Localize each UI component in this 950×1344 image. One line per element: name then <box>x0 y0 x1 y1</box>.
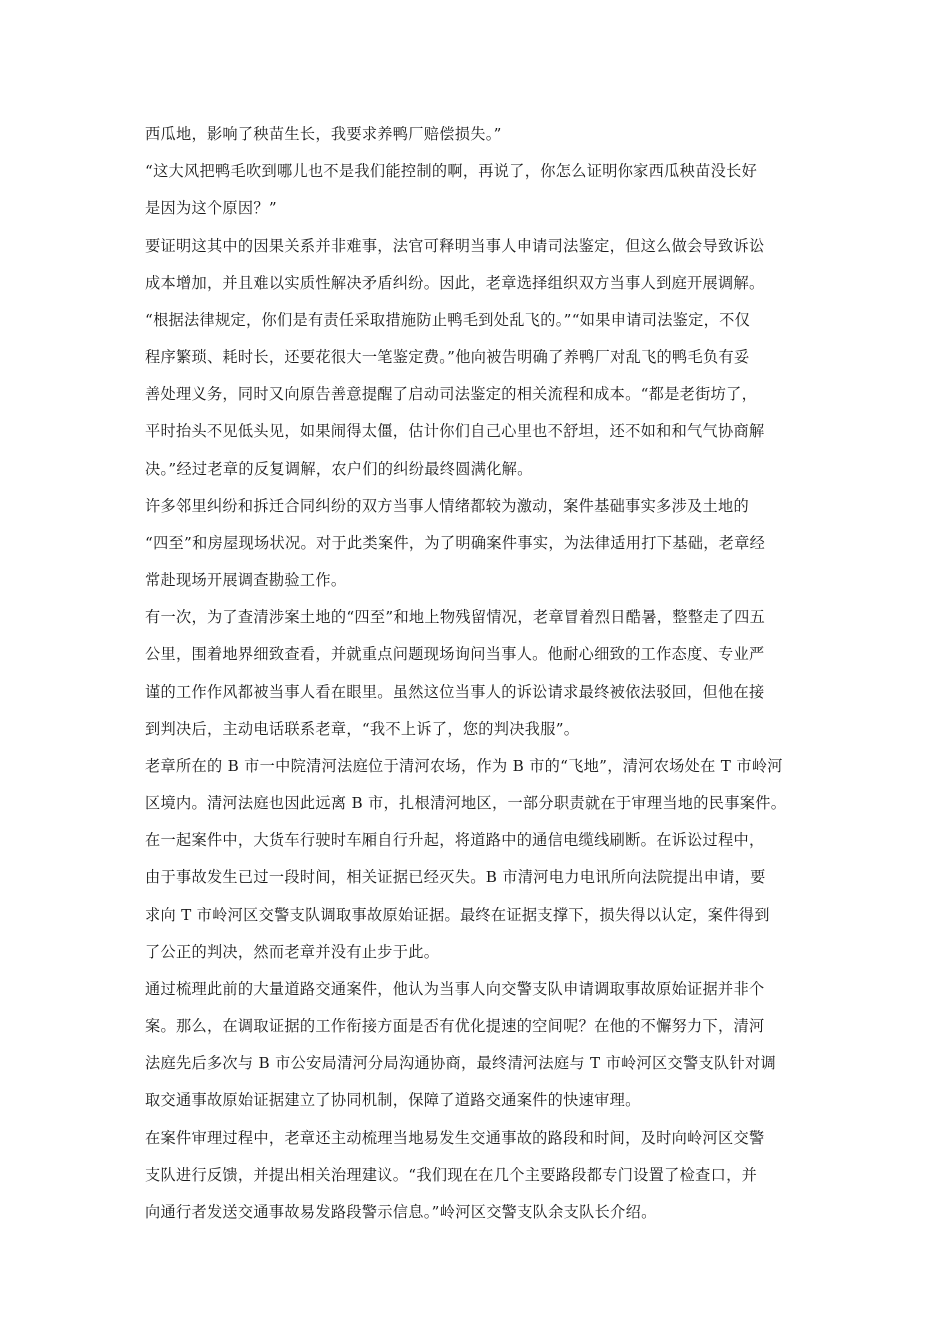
text-line: 程序繁琐、耗时长，还要花很大一笔鉴定费。”他向被告明确了养鸭厂对乱飞的鸭毛负有妥 <box>145 348 750 367</box>
text-line: “这大风把鸭毛吹到哪儿也不是我们能控制的啊，再说了，你怎么证明你家西瓜秧苗没长好 <box>145 162 758 181</box>
text-line: 许多邻里纠纷和拆迁合同纠纷的双方当事人情绪都较为激动，案件基础事实多涉及土地的 <box>145 496 750 515</box>
text-line: 平时抬头不见低头见，如果闹得太僵，估计你们自己心里也不舒坦，还不如和和气气协商解 <box>145 422 765 441</box>
text-line: “根据法律规定，你们是有责任采取措施防止鸭毛到处乱飞的。”“如果申请司法鉴定，不仅 <box>145 310 751 329</box>
text-line: 公里，围着地界细致查看，并就重点问题现场询问当事人。他耐心细致的工作态度、专业严 <box>145 645 765 664</box>
text-line: 成本增加，并且难以实质性解决矛盾纠纷。因此，老章选择组织双方当事人到庭开展调解。 <box>145 273 765 292</box>
text-line: 在案件审理过程中，老章还主动梳理当地易发生交通事故的路段和时间，及时向岭河区交警 <box>145 1128 765 1147</box>
text-line: 法庭先后多次与 B 市公安局清河分局沟通协商，最终清河法庭与 T 市岭河区交警支队针对调 <box>145 1054 776 1073</box>
text-line: 西瓜地，影响了秧苗生长，我要求养鸭厂赔偿损失。” <box>145 125 502 143</box>
text-line: 了公正的判决，然而老章并没有止步于此。 <box>145 942 440 961</box>
text-line: 要证明这其中的因果关系并非难事，法官可释明当事人申请司法鉴定，但这么做会导致诉讼 <box>145 236 765 255</box>
text-line: 常赴现场开展调查勘验工作。 <box>145 571 347 590</box>
text-line: 求向 T 市岭河区交警支队调取事故原始证据。最终在证据支撑下，损失得以认定，案件得到 <box>145 905 770 924</box>
text-line: 支队进行反馈，并提出相关治理建议。“我们现在在几个主要路段都专门设置了检查口，并 <box>145 1165 758 1184</box>
text-line: 通过梳理此前的大量道路交通案件，他认为当事人向交警支队申请调取事故原始证据并非个 <box>145 979 765 998</box>
text-line: 向通行者发送交通事故易发路段警示信息。”岭河区交警支队余支队长介绍。 <box>145 1202 657 1221</box>
text-line: 有一次，为了查清涉案土地的“四至”和地上物残留情况，老章冒着烈日酷暑，整整走了四五 <box>145 608 766 627</box>
text-line: 老章所在的 B 市一中院清河法庭位于清河农场，作为 B 市的“飞地”，清河农场处在 T 市岭河 <box>145 756 783 775</box>
text-line: 由于事故发生已过一段时间，相关证据已经灭失。B 市清河电力电讯所向法院提出申请，要 <box>145 868 766 887</box>
text-line: “四至”和房屋现场状况。对于此类案件，为了明确案件事实，为法律适用打下基础，老章经 <box>145 533 766 552</box>
text-line: 区境内。清河法庭也因此远离 B 市，扎根清河地区，一部分职责就在于审理当地的民事案件。 <box>145 794 787 813</box>
text-line: 善处理义务，同时又向原告善意提醒了启动司法鉴定的相关流程和成本。“都是老街坊了， <box>145 385 758 404</box>
text-line: 案。那么，在调取证据的工作衔接方面是否有优化提速的空间呢？在他的不懈努力下，清河 <box>145 1017 765 1036</box>
text-line: 到判决后，主动电话联系老章，“我不上诉了，您的判决我服”。 <box>145 719 580 738</box>
text-line: 取交通事故原始证据建立了协同机制，保障了道路交通案件的快速审理。 <box>145 1091 641 1110</box>
text-line: 谨的工作作风都被当事人看在眼里。虽然这位当事人的诉讼请求最终被依法驳回，但他在接 <box>145 682 765 701</box>
article-body <box>145 116 845 1231</box>
text-line: 决。”经过老章的反复调解，农户们的纠纷最终圆满化解。 <box>145 459 533 478</box>
text-line: 是因为这个原因？” <box>145 199 277 218</box>
text-line: 在一起案件中，大货车行驶时车厢自行升起，将道路中的通信电缆线刷断。在诉讼过程中， <box>145 831 765 850</box>
